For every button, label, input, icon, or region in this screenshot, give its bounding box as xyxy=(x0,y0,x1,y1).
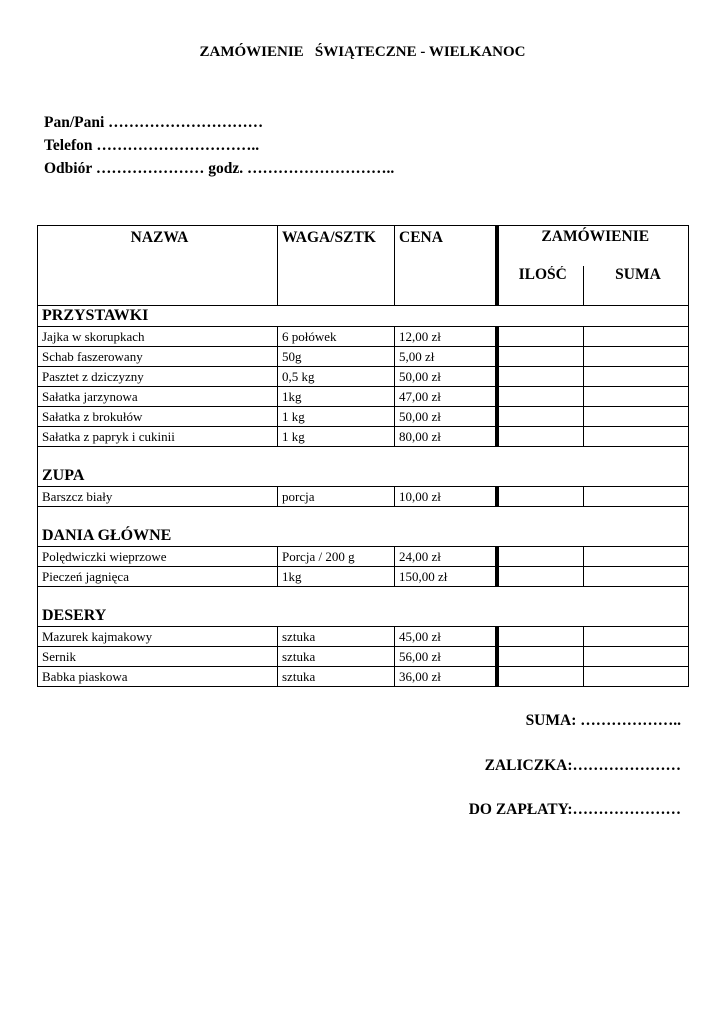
item-qty-cell[interactable] xyxy=(497,407,584,427)
item-name-cell: Sernik xyxy=(38,647,278,667)
item-qty-cell[interactable] xyxy=(497,547,584,567)
table-row xyxy=(38,327,689,347)
item-name-cell: Pasztet z dziczyzny xyxy=(38,367,278,387)
item-sum-cell[interactable] xyxy=(584,627,689,647)
item-name-cell: Babka piaskowa xyxy=(38,667,278,687)
header-weight: WAGA/SZTK xyxy=(278,226,395,306)
item-weight-cell: 1 kg xyxy=(278,407,395,427)
item-sum-cell[interactable] xyxy=(584,427,689,447)
item-weight-cell: sztuka xyxy=(278,627,395,647)
item-name-cell: Sałatka z papryk i cukinii xyxy=(38,427,278,447)
item-qty-cell[interactable] xyxy=(497,387,584,407)
item-sum-cell[interactable] xyxy=(584,647,689,667)
table-header-row xyxy=(38,226,689,266)
item-price-cell: 50,00 zł xyxy=(395,367,497,387)
item-weight-cell: 50g xyxy=(278,347,395,367)
item-name-cell: Jajka w skorupkach xyxy=(38,327,278,347)
item-qty-cell[interactable] xyxy=(497,367,584,387)
item-qty-cell[interactable] xyxy=(497,427,584,447)
item-weight-cell: Porcja / 200 g xyxy=(278,547,395,567)
section-title: DESERY xyxy=(38,587,689,627)
header-sum: SUMA xyxy=(584,266,689,306)
table-row xyxy=(38,367,689,387)
section-title: PRZYSTAWKI xyxy=(38,306,689,327)
item-price-cell: 80,00 zł xyxy=(395,427,497,447)
item-price-cell: 150,00 zł xyxy=(395,567,497,587)
item-name-cell: Barszcz biały xyxy=(38,487,278,507)
item-sum-cell[interactable] xyxy=(584,487,689,507)
item-qty-cell[interactable] xyxy=(497,327,584,347)
item-weight-cell: 1 kg xyxy=(278,427,395,447)
item-weight-cell: 6 połówek xyxy=(278,327,395,347)
table-row xyxy=(38,647,689,667)
item-sum-cell[interactable] xyxy=(584,407,689,427)
section-row xyxy=(38,507,689,547)
item-qty-cell[interactable] xyxy=(497,627,584,647)
item-weight-cell: porcja xyxy=(278,487,395,507)
item-name-cell: Sałatka z brokułów xyxy=(38,407,278,427)
customer-phone-line: Telefon ………………………….. xyxy=(44,137,260,154)
section-row xyxy=(38,587,689,627)
item-price-cell: 10,00 zł xyxy=(395,487,497,507)
item-qty-cell[interactable] xyxy=(497,567,584,587)
item-price-cell: 24,00 zł xyxy=(395,547,497,567)
item-qty-cell[interactable] xyxy=(497,667,584,687)
pickup-time-line: Odbiór ………………… godz. ……………………….. xyxy=(44,160,395,177)
summary-to-pay-line: DO ZAPŁATY:………………… xyxy=(468,801,681,818)
section-row xyxy=(38,306,689,327)
table-row xyxy=(38,547,689,567)
table-row xyxy=(38,487,689,507)
item-name-cell: Sałatka jarzynowa xyxy=(38,387,278,407)
header-order: ZAMÓWIENIE xyxy=(497,226,689,266)
item-qty-cell[interactable] xyxy=(497,487,584,507)
item-qty-cell[interactable] xyxy=(497,347,584,367)
item-price-cell: 12,00 zł xyxy=(395,327,497,347)
item-name-cell: Polędwiczki wieprzowe xyxy=(38,547,278,567)
order-table-body xyxy=(38,226,689,687)
table-row xyxy=(38,667,689,687)
item-weight-cell: 1kg xyxy=(278,387,395,407)
item-name-cell: Mazurek kajmakowy xyxy=(38,627,278,647)
item-weight-cell: 0,5 kg xyxy=(278,367,395,387)
document-title: ZAMÓWIENIE ŚWIĄTECZNE - WIELKANOC xyxy=(199,44,526,60)
item-sum-cell[interactable] xyxy=(584,387,689,407)
item-sum-cell[interactable] xyxy=(584,547,689,567)
header-price: CENA xyxy=(395,226,497,306)
item-price-cell: 36,00 zł xyxy=(395,667,497,687)
item-price-cell: 5,00 zł xyxy=(395,347,497,367)
table-row xyxy=(38,407,689,427)
item-qty-cell[interactable] xyxy=(497,647,584,667)
item-weight-cell: 1kg xyxy=(278,567,395,587)
table-row xyxy=(38,627,689,647)
item-price-cell: 47,00 zł xyxy=(395,387,497,407)
table-row xyxy=(38,427,689,447)
item-weight-cell: sztuka xyxy=(278,647,395,667)
table-row xyxy=(38,387,689,407)
header-name: NAZWA xyxy=(38,226,278,306)
summary-deposit-line: ZALICZKA:………………… xyxy=(484,757,681,774)
item-name-cell: Pieczeń jagnięca xyxy=(38,567,278,587)
table-row xyxy=(38,347,689,367)
section-row xyxy=(38,447,689,487)
summary-sum-line: SUMA: ……………….. xyxy=(525,712,681,729)
item-name-cell: Schab faszerowany xyxy=(38,347,278,367)
item-sum-cell[interactable] xyxy=(584,347,689,367)
order-table xyxy=(37,225,689,687)
item-sum-cell[interactable] xyxy=(584,367,689,387)
header-qty: ILOŚĆ xyxy=(497,266,584,306)
customer-name-line: Pan/Pani ………………………… xyxy=(44,114,264,131)
item-sum-cell[interactable] xyxy=(584,667,689,687)
item-sum-cell[interactable] xyxy=(584,567,689,587)
item-price-cell: 56,00 zł xyxy=(395,647,497,667)
section-title: ZUPA xyxy=(38,447,689,487)
item-price-cell: 50,00 zł xyxy=(395,407,497,427)
item-price-cell: 45,00 zł xyxy=(395,627,497,647)
item-sum-cell[interactable] xyxy=(584,327,689,347)
section-title: DANIA GŁÓWNE xyxy=(38,507,689,547)
item-weight-cell: sztuka xyxy=(278,667,395,687)
table-row xyxy=(38,567,689,587)
